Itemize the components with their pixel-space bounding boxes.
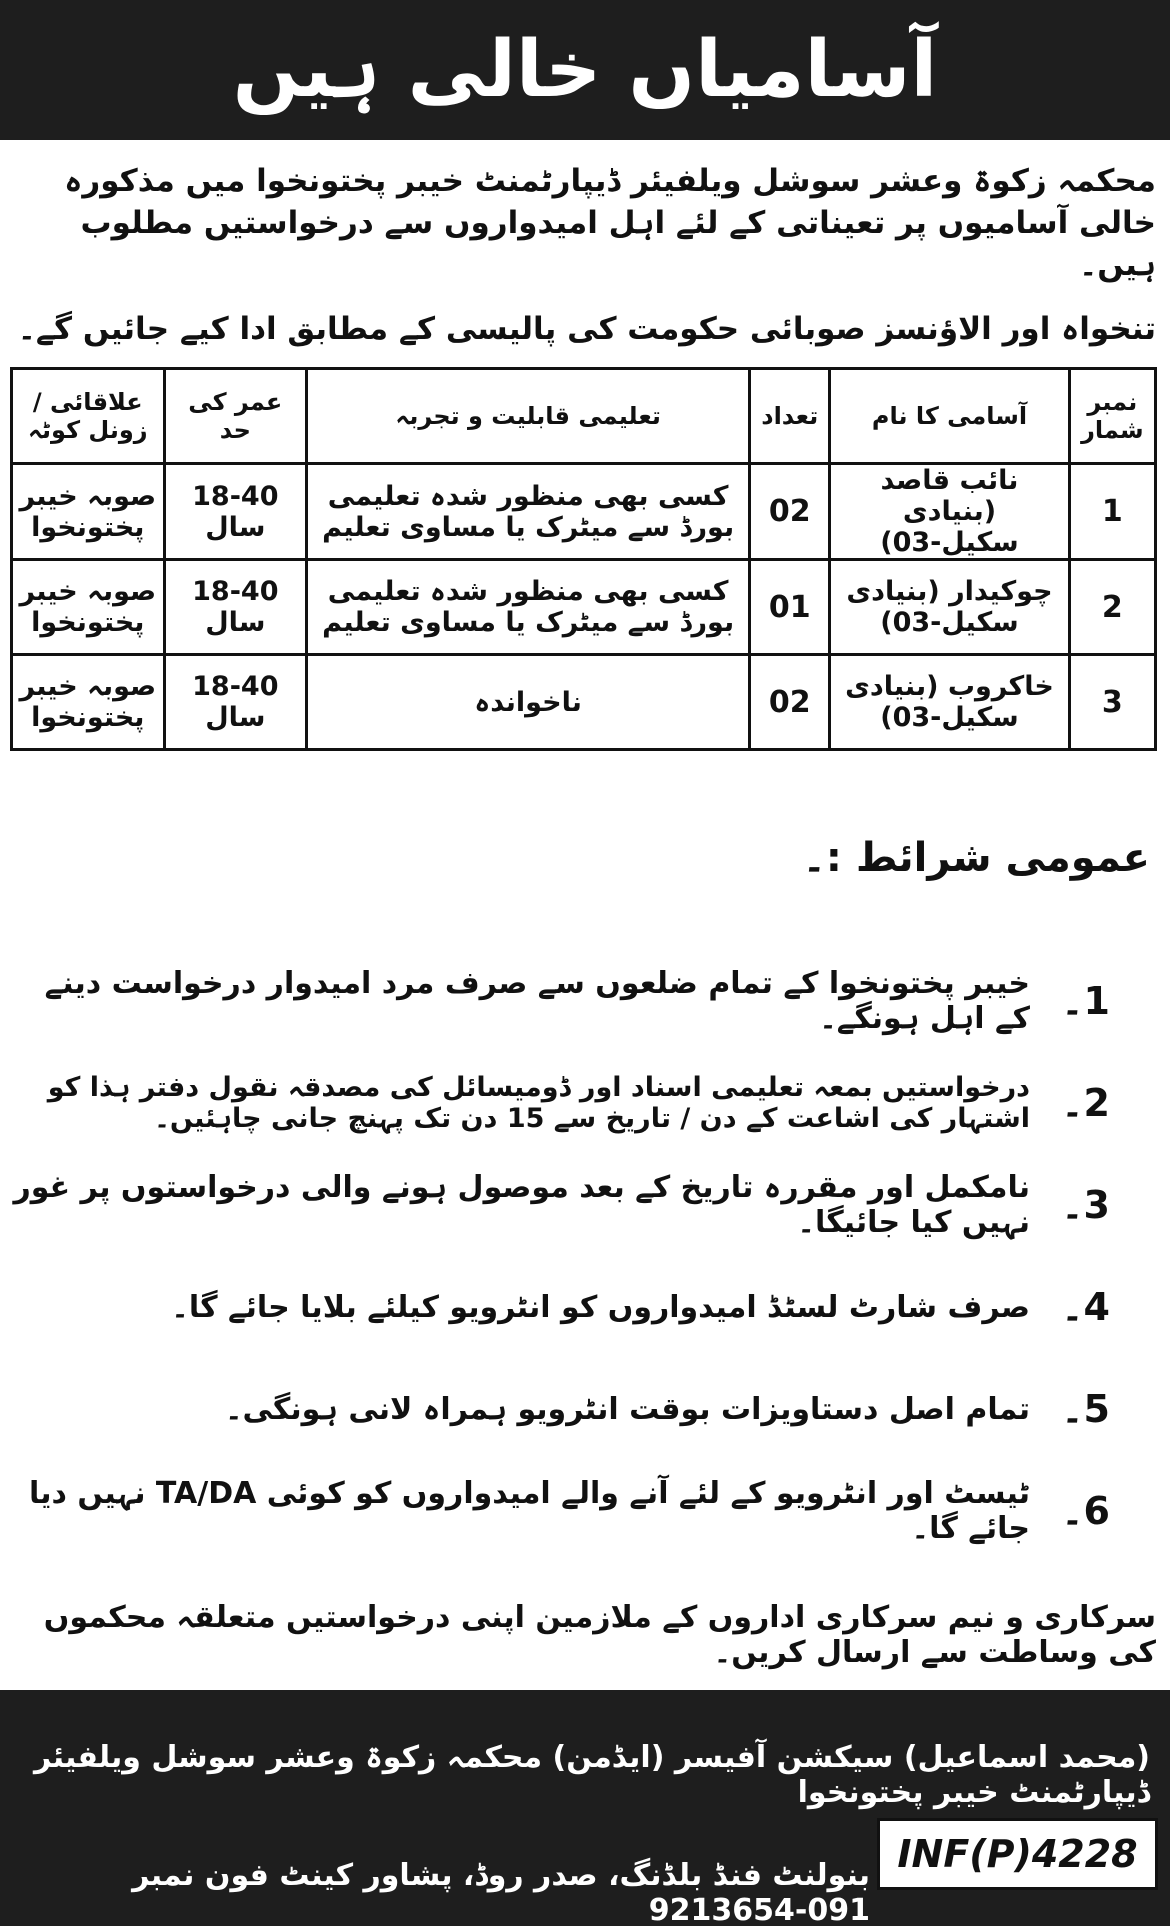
vacancy-heading: آسامیاں خالی ہیں	[0, 0, 1170, 140]
intro-line-1: محکمہ زکوۃ وعشر سوشل ویلفیئر ڈیپارٹمنٹ خیبر پختونخوا میں مذکورہ خالی آسامیوں پر تعیناتی کے لئے اہل امیدواروں سے درخواستیں مطلوب ہیں۔	[64, 163, 1156, 283]
cell-serial: 1	[1069, 464, 1155, 560]
term-number: 6۔	[1061, 1489, 1110, 1533]
cell-quota: صوبہ خیبر پختونخوا	[12, 560, 165, 655]
intro-line-2: تنخواہ اور الاؤنسز صوبائی حکومت کی پالیسی کے مطابق ادا کیے جائیں گے۔	[17, 311, 1156, 347]
list-item	[10, 1256, 1110, 1358]
term-number: 2۔	[1061, 1081, 1110, 1125]
list-item	[10, 1358, 1110, 1460]
cell-quota: صوبہ خیبر پختونخوا	[12, 464, 165, 560]
table-row	[12, 655, 1156, 750]
cell-count: 01	[750, 560, 830, 655]
cell-age-limit: 18-40 سال	[164, 464, 307, 560]
signatory: (محمد اسماعیل) سیکشن آفیسر (ایڈمن) محکمہ زکوۃ وعشر سوشل ویلفیئر ڈیپارٹمنٹ خیبر پختونخوا	[34, 1740, 1150, 1810]
cell-age-limit: 18-40 سال	[164, 560, 307, 655]
list-item	[10, 1460, 1110, 1562]
cell-post-name: خاکروب (بنیادی سکیل-03)	[830, 655, 1069, 750]
intro-section	[8, 160, 1156, 372]
term-text: ٹیسٹ اور انٹرویو کے لئے آنے والے امیدواروں کو کوئی TA/DA نہیں دیا جائے گا۔	[29, 1476, 1030, 1546]
term-text: صرف شارٹ لسٹڈ امیدواروں کو انٹرویو کیلئے بلایا جائے گا۔	[171, 1289, 1030, 1325]
table-header-row	[12, 369, 1156, 464]
cell-qualification: کسی بھی منظور شدہ تعلیمی بورڈ سے میٹرک یا مساوی تعلیم	[307, 560, 750, 655]
header-quota: علاقائی / زونل کوٹہ	[12, 369, 165, 464]
list-item	[10, 950, 1110, 1052]
cell-post-name: چوکیدار (بنیادی سکیل-03)	[830, 560, 1069, 655]
list-item	[10, 1154, 1110, 1256]
header-count: تعداد	[750, 369, 830, 464]
cell-serial: 3	[1069, 655, 1155, 750]
terms-list	[10, 950, 1110, 1562]
office-address: بنولنٹ فنڈ بلڈنگ، صدر روڈ، پشاور کینٹ فون نمبر 091-9213654	[132, 1858, 870, 1928]
term-number: 4۔	[1061, 1285, 1110, 1329]
cell-serial: 2	[1069, 560, 1155, 655]
footer	[0, 1690, 1170, 1926]
term-text: تمام اصل دستاویزات بوقت انٹرویو ہمراہ لانی ہونگی۔	[224, 1391, 1030, 1427]
header-qualification: تعلیمی قابلیت و تجربہ	[307, 369, 750, 464]
terms-heading: عمومی شرائط :۔	[802, 835, 1150, 881]
cell-qualification: کسی بھی منظور شدہ تعلیمی بورڈ سے میٹرک یا مساوی تعلیم	[307, 464, 750, 560]
government-employees-note: سرکاری و نیم سرکاری اداروں کے ملازمین اپنی درخواستیں متعلقہ محکموں کی وساطت سے ارسال کریں۔	[43, 1600, 1156, 1670]
table-row	[12, 464, 1156, 560]
header-serial: نمبر شمار	[1069, 369, 1155, 464]
cell-qualification: ناخواندہ	[307, 655, 750, 750]
vacancy-table	[10, 367, 1157, 751]
header-post-name: آسامی کا نام	[830, 369, 1069, 464]
header-age-limit: عمر کی حد	[164, 369, 307, 464]
cell-count: 02	[750, 464, 830, 560]
term-text: درخواستیں بمعہ تعلیمی اسناد اور ڈومیسائل کی مصدقہ نقول دفتر ہذا کو اشتہار کی اشاعت کے دن / تاریخ سے 15 دن تک پہنچ جانی چاہئیں۔	[47, 1072, 1030, 1134]
term-number: 1۔	[1061, 979, 1110, 1023]
reference-number: INF(P)4228	[877, 1818, 1158, 1890]
term-number: 5۔	[1061, 1387, 1110, 1431]
term-text: خیبر پختونخوا کے تمام ضلعوں سے صرف مرد امیدوار درخواست دینے کے اہل ہونگے۔	[44, 966, 1030, 1036]
cell-quota: صوبہ خیبر پختونخوا	[12, 655, 165, 750]
list-item	[10, 1052, 1110, 1154]
table-row	[12, 560, 1156, 655]
term-number: 3۔	[1061, 1183, 1110, 1227]
cell-age-limit: 18-40 سال	[164, 655, 307, 750]
cell-post-name: نائب قاصد (بنیادی سکیل-03)	[830, 464, 1069, 560]
term-text: نامکمل اور مقررہ تاریخ کے بعد موصول ہونے والی درخواستوں پر غور نہیں کیا جائیگا۔	[13, 1170, 1030, 1240]
cell-count: 02	[750, 655, 830, 750]
